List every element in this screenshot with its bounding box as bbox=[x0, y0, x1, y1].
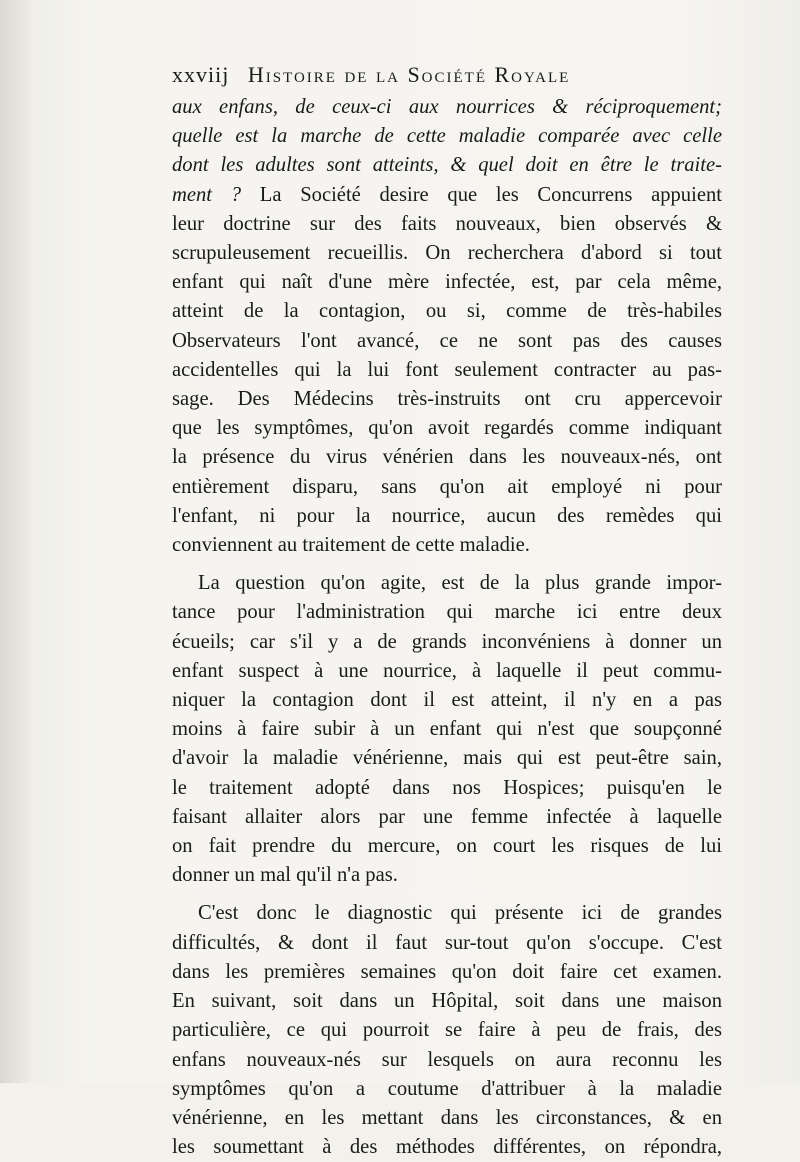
running-title: Histoire de la Société Royale bbox=[247, 62, 571, 87]
text-line: vénérienne, en les mettant dans les circonstances, & en bbox=[172, 1106, 722, 1129]
text-line: dans les premières semaines qu'on doit faire cet examen. bbox=[172, 960, 722, 983]
paragraph bbox=[172, 93, 722, 560]
text-line: le traitement adopté dans nos Hospices; puisqu'en le bbox=[172, 776, 722, 799]
text-line: tance pour l'administration qui marche ici entre deux bbox=[172, 601, 722, 624]
text-line: que les symptômes, qu'on avoit regardés comme indiquant bbox=[172, 417, 722, 440]
text-line: En suivant, soit dans un Hôpital, soit dans une maison bbox=[172, 990, 722, 1013]
text-line: C'est donc le diagnostic qui présente ici de grandes bbox=[198, 902, 722, 925]
text-line: leur doctrine sur des faits nouveaux, bien observés & bbox=[172, 212, 722, 235]
body-text bbox=[172, 93, 722, 1162]
text-line: accidentelles qui la lui font seulement contracter au pas- bbox=[172, 358, 722, 381]
page-number: xxviij bbox=[172, 62, 230, 87]
text-line: on fait prendre du mercure, on court les risques de lui bbox=[172, 835, 722, 858]
paragraph bbox=[172, 899, 722, 1162]
text-line: La question qu'on agite, est de la plus grande impor- bbox=[198, 572, 722, 595]
text-line: enfant suspect à une nourrice, à laquelle il peut commu- bbox=[172, 659, 722, 682]
text-line bbox=[172, 181, 722, 210]
text-line: dont les adultes sont atteints, & quel doit en être le traite- bbox=[172, 154, 722, 177]
text-line: les soumettant à des méthodes différentes, on répondra, bbox=[172, 1136, 722, 1159]
text-line: particulière, ce qui pourroit se faire à peu de frais, des bbox=[172, 1019, 722, 1042]
text-line: conviennent au traitement de cette maladie. bbox=[172, 534, 530, 557]
text-line: Observateurs l'ont avancé, ce ne sont pas des causes bbox=[172, 329, 722, 352]
text-line: atteint de la contagion, ou si, comme de très-habiles bbox=[172, 300, 722, 323]
text-line: moins à faire subir à un enfant qui n'est que soupçonné bbox=[172, 718, 722, 741]
roman-segment: La Société desire que les Concurrens appuient bbox=[241, 183, 722, 206]
text-line: symptômes qu'on a coutume d'attribuer à la maladie bbox=[172, 1077, 722, 1100]
text-line: écueils; car s'il y a de grands inconvéniens à donner un bbox=[172, 630, 722, 653]
page-gutter bbox=[0, 0, 30, 1083]
paragraph-gap bbox=[172, 560, 722, 569]
text-line: niquer la contagion dont il est atteint, il n'y en a pas bbox=[172, 689, 722, 712]
text-line: donner un mal qu'il n'a pas. bbox=[172, 864, 398, 887]
text-line: la présence du virus vénérien dans les nouveaux-nés, ont bbox=[172, 446, 722, 469]
italic-segment: ment ? bbox=[172, 183, 242, 206]
paragraph-gap bbox=[172, 890, 722, 899]
text-line: quelle est la marche de cette maladie comparée avec celle bbox=[172, 125, 722, 148]
text-line: d'avoir la maladie vénérienne, mais qui est peut-être sain, bbox=[172, 747, 722, 770]
paragraph bbox=[172, 569, 722, 890]
text-line: enfant qui naît d'une mère infectée, est, par cela même, bbox=[172, 271, 722, 294]
text-line: entièrement disparu, sans qu'on ait employé ni pour bbox=[172, 475, 722, 498]
text-line: sage. Des Médecins très-instruits ont cru appercevoir bbox=[172, 388, 722, 411]
text-line: difficultés, & dont il faut sur-tout qu'on s'occupe. C'est bbox=[172, 931, 722, 954]
text-line: enfans nouveaux-nés sur lesquels on aura reconnu les bbox=[172, 1048, 722, 1071]
text-line: faisant allaiter alors par une femme infectée à laquelle bbox=[172, 805, 722, 828]
text-line: aux enfans, de ceux-ci aux nourrices & réciproquement; bbox=[172, 96, 722, 118]
text-line: l'enfant, ni pour la nourrice, aucun des remèdes qui bbox=[172, 504, 722, 527]
text-line: scrupuleusement recueillis. On recherchera d'abord si tout bbox=[172, 242, 722, 265]
running-header bbox=[172, 62, 732, 88]
